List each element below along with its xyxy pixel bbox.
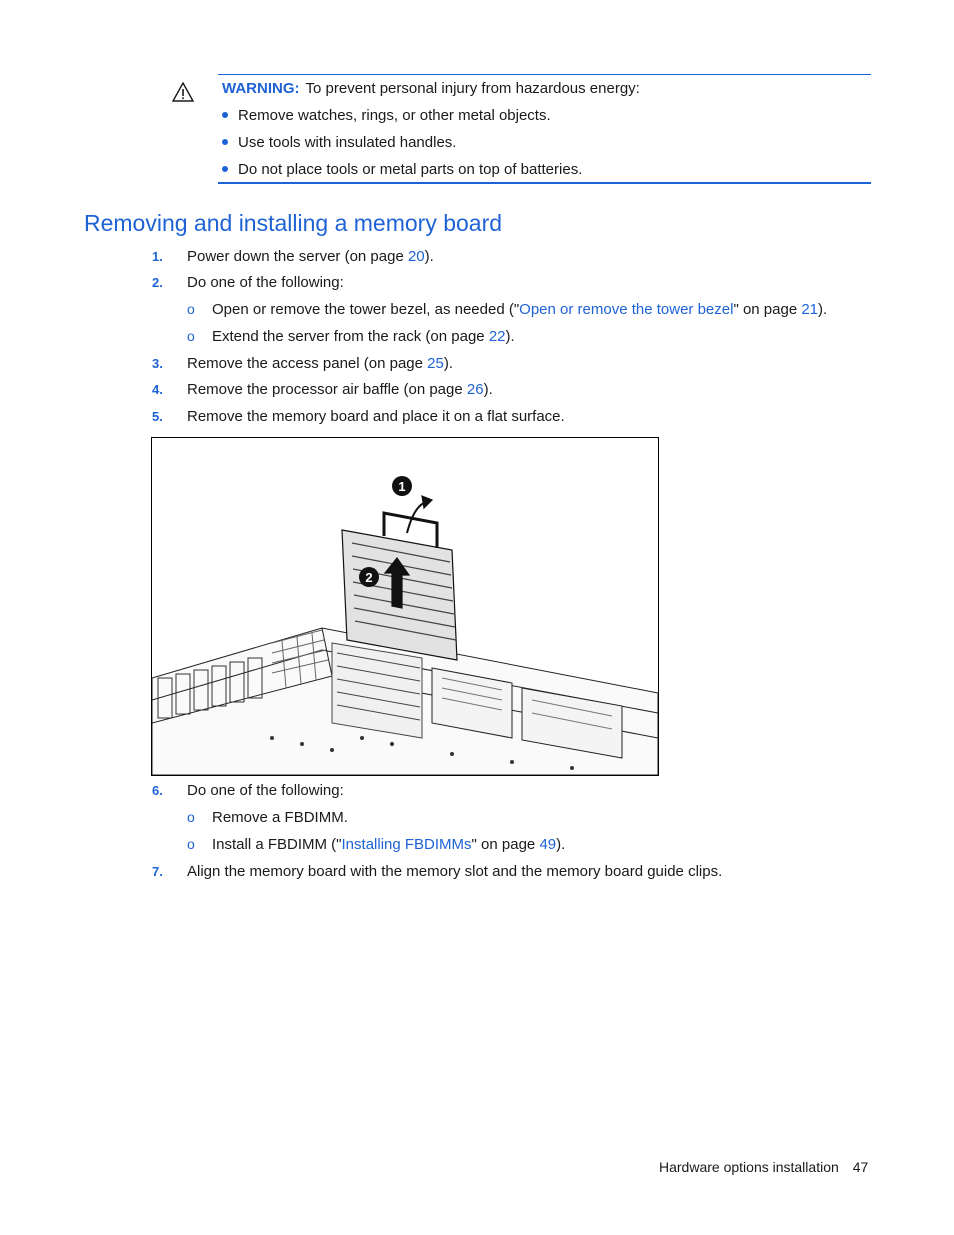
step-3: 3. Remove the access panel (on page 25). (152, 355, 454, 372)
page-link[interactable]: 25 (427, 355, 444, 372)
warning-label: WARNING: (222, 80, 300, 97)
page-link[interactable]: 20 (407, 248, 425, 265)
warning-top-rule (218, 74, 871, 75)
sub-bullet-icon: o (187, 809, 195, 825)
substep-6b: o Install a FBDIMM ("Installing FBDIMMs" on page 49). (187, 836, 566, 853)
svg-text:1: 1 (398, 479, 406, 494)
warning-bottom-rule (218, 182, 871, 184)
warning-bullet: Remove watches, rings, or other metal objects. (222, 107, 551, 124)
callout-1 (392, 476, 412, 496)
callout-2 (359, 567, 379, 587)
xref-link[interactable]: Installing FBDIMMs (341, 836, 472, 853)
warning-triangle-icon (172, 82, 194, 102)
step-6: 6. Do one of the following: (152, 782, 344, 799)
svg-text:2: 2 (365, 570, 373, 585)
page-footer (659, 1159, 868, 1175)
step-7: 7. Align the memory board with the memory slot and the memory board guide clips. (152, 863, 723, 880)
warning-bullet: Use tools with insulated handles. (222, 134, 456, 151)
step-2: 2. Do one of the following: (152, 274, 344, 291)
step-number: 1. (152, 249, 163, 264)
page-link[interactable]: 21 (801, 301, 819, 318)
xref-link[interactable]: Open or remove the tower bezel (519, 301, 734, 318)
sub-bullet-icon: o (187, 836, 195, 852)
page-link[interactable]: 49 (539, 836, 557, 853)
sub-bullet-icon: o (187, 328, 195, 344)
substep-6a: o Remove a FBDIMM. (187, 809, 348, 826)
step-5: 5. Remove the memory board and place it on a flat surface. (152, 408, 565, 425)
step-1: 1. Power down the server (on page 20). (152, 248, 434, 265)
step-number: 3. (152, 356, 163, 371)
warning-text: To prevent personal injury from hazardous energy: (305, 80, 640, 97)
page-link[interactable]: 26 (466, 381, 484, 398)
footer-section: Hardware options installation (659, 1159, 839, 1175)
substep-2a: o Open or remove the tower bezel, as needed ("Open or remove the tower bezel" on page 21). (187, 301, 828, 318)
step-number: 6. (152, 783, 163, 798)
substep-2b: o Extend the server from the rack (on page 22). (187, 328, 515, 345)
step-number: 4. (152, 382, 163, 397)
sub-bullet-icon: o (187, 301, 195, 317)
step-number: 2. (152, 275, 163, 290)
step-number: 5. (152, 409, 163, 424)
bullet-dot-icon (222, 139, 228, 145)
bullet-dot-icon (222, 112, 228, 118)
memory-board-removal-figure (151, 437, 659, 776)
section-title: Removing and installing a memory board (84, 210, 503, 236)
bullet-dot-icon (222, 166, 228, 172)
warning-heading (222, 80, 640, 97)
page-link[interactable]: 22 (488, 328, 506, 345)
step-4: 4. Remove the processor air baffle (on page 26). (152, 381, 493, 398)
warning-bullet: Do not place tools or metal parts on top of batteries. (222, 161, 582, 178)
page-number: 47 (852, 1159, 869, 1175)
server-illustration (152, 438, 658, 775)
step-number: 7. (152, 864, 163, 879)
